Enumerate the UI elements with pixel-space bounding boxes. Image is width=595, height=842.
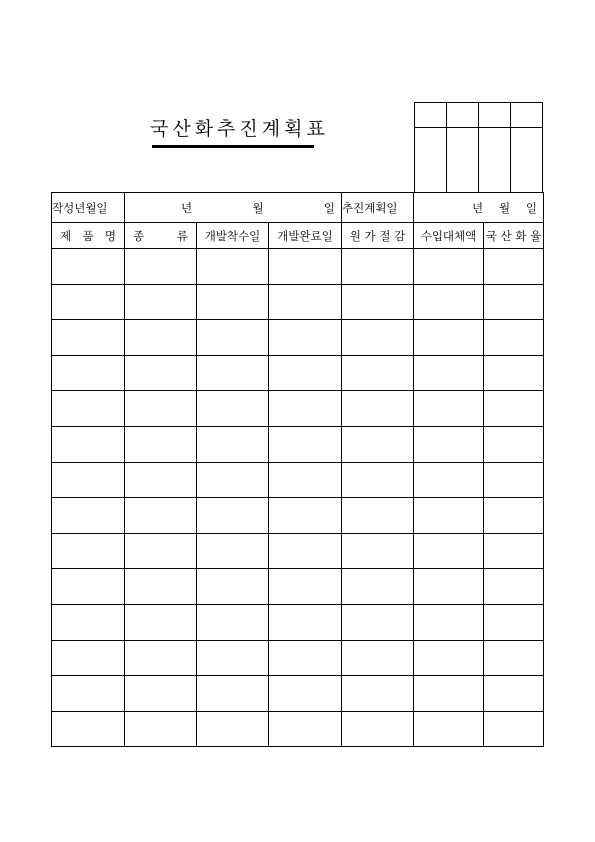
table-cell[interactable] — [269, 711, 342, 747]
table-cell[interactable] — [269, 391, 342, 427]
table-cell[interactable] — [414, 284, 484, 320]
info-row — [52, 193, 544, 223]
table-row — [52, 569, 544, 605]
table-row — [52, 640, 544, 676]
table-cell[interactable] — [484, 533, 544, 569]
table-cell[interactable] — [52, 249, 125, 285]
table-cell[interactable] — [197, 498, 269, 534]
table-cell[interactable] — [52, 284, 125, 320]
table-row — [52, 711, 544, 747]
table-cell[interactable] — [414, 249, 484, 285]
table-cell[interactable] — [342, 533, 414, 569]
approval-header-cell[interactable] — [447, 103, 479, 128]
table-cell[interactable] — [197, 320, 269, 356]
table-cell[interactable] — [414, 533, 484, 569]
table-cell[interactable] — [484, 462, 544, 498]
table-cell[interactable] — [342, 676, 414, 712]
table-cell[interactable] — [197, 711, 269, 747]
approval-box — [414, 102, 543, 193]
table-cell[interactable] — [342, 640, 414, 676]
table-cell[interactable] — [269, 284, 342, 320]
table-cell[interactable] — [414, 426, 484, 462]
table-cell[interactable] — [197, 569, 269, 605]
table-row — [52, 604, 544, 640]
table-cell[interactable] — [269, 569, 342, 605]
table-cell[interactable] — [52, 711, 125, 747]
table-cell[interactable] — [484, 249, 544, 285]
table-row — [52, 249, 544, 285]
table-row — [52, 498, 544, 534]
table-cell[interactable] — [269, 640, 342, 676]
table-row — [52, 320, 544, 356]
table-cell[interactable] — [197, 604, 269, 640]
table-cell[interactable] — [197, 355, 269, 391]
table-cell[interactable] — [197, 391, 269, 427]
plan-date-label: 추진계획일 — [342, 193, 414, 223]
table-cell[interactable] — [342, 284, 414, 320]
month-unit: 월 — [252, 200, 264, 215]
month-unit: 월 — [498, 200, 511, 215]
approval-sign-cell[interactable] — [415, 128, 447, 193]
col-header-localization-rate: 국 산 화 율 — [484, 223, 544, 249]
table-cell[interactable] — [52, 426, 125, 462]
col-header-product-name: 제 품 명 — [52, 223, 125, 249]
table-cell[interactable] — [484, 426, 544, 462]
table-cell[interactable] — [269, 604, 342, 640]
table-cell[interactable] — [52, 533, 125, 569]
plan-date-field[interactable] — [414, 193, 544, 223]
table-cell[interactable] — [52, 676, 125, 712]
table-cell[interactable] — [269, 320, 342, 356]
day-unit: 일 — [525, 200, 538, 215]
approval-sign-cell[interactable] — [479, 128, 511, 193]
table-cell[interactable] — [269, 462, 342, 498]
table-cell[interactable] — [125, 604, 197, 640]
table-cell[interactable] — [414, 604, 484, 640]
table-cell[interactable] — [484, 498, 544, 534]
table-cell[interactable] — [484, 355, 544, 391]
table-cell[interactable] — [414, 462, 484, 498]
title-underline — [152, 145, 314, 148]
table-cell[interactable] — [125, 533, 197, 569]
table-cell[interactable] — [342, 498, 414, 534]
table-cell[interactable] — [197, 462, 269, 498]
table-cell[interactable] — [484, 640, 544, 676]
table-cell[interactable] — [269, 676, 342, 712]
table-cell[interactable] — [484, 569, 544, 605]
table-cell[interactable] — [52, 569, 125, 605]
table-cell[interactable] — [414, 640, 484, 676]
table-cell[interactable] — [414, 569, 484, 605]
table-cell[interactable] — [484, 391, 544, 427]
table-cell[interactable] — [125, 320, 197, 356]
table-row — [52, 355, 544, 391]
table-cell[interactable] — [52, 640, 125, 676]
approval-sign-cell[interactable] — [447, 128, 479, 193]
table-cell[interactable] — [197, 640, 269, 676]
year-unit: 년 — [472, 200, 484, 215]
table-cell[interactable] — [52, 355, 125, 391]
table-cell[interactable] — [414, 391, 484, 427]
table-cell[interactable] — [342, 462, 414, 498]
date-written-label: 작성년월일 — [52, 193, 125, 223]
table-cell[interactable] — [269, 533, 342, 569]
table-cell[interactable] — [414, 676, 484, 712]
table-cell[interactable] — [197, 249, 269, 285]
table-cell[interactable] — [125, 426, 197, 462]
col-header-type: 종 류 — [125, 223, 197, 249]
table-cell[interactable] — [414, 355, 484, 391]
table-cell[interactable] — [197, 676, 269, 712]
table-cell[interactable] — [414, 320, 484, 356]
approval-sign-cell[interactable] — [511, 128, 543, 193]
date-written-field[interactable] — [125, 193, 342, 223]
table-cell[interactable] — [197, 426, 269, 462]
plan-table — [51, 192, 544, 747]
table-cell[interactable] — [197, 284, 269, 320]
table-cell[interactable] — [125, 355, 197, 391]
table-cell[interactable] — [342, 426, 414, 462]
approval-header-cell[interactable] — [479, 103, 511, 128]
table-cell[interactable] — [125, 498, 197, 534]
table-cell[interactable] — [269, 249, 342, 285]
table-row — [52, 284, 544, 320]
col-header-dev-complete: 개발완료일 — [269, 223, 342, 249]
table-cell[interactable] — [342, 249, 414, 285]
year-unit: 년 — [181, 200, 193, 215]
table-row — [52, 533, 544, 569]
table-cell[interactable] — [342, 711, 414, 747]
table-row — [52, 391, 544, 427]
table-cell[interactable] — [484, 676, 544, 712]
table-cell[interactable] — [125, 391, 197, 427]
col-header-cost-reduction: 원 가 절 감 — [342, 223, 414, 249]
table-cell[interactable] — [414, 711, 484, 747]
table-cell[interactable] — [125, 711, 197, 747]
table-cell[interactable] — [52, 320, 125, 356]
table-cell[interactable] — [269, 426, 342, 462]
table-cell[interactable] — [125, 284, 197, 320]
table-cell[interactable] — [342, 355, 414, 391]
table-cell[interactable] — [269, 355, 342, 391]
day-unit: 일 — [323, 200, 335, 215]
approval-header-cell[interactable] — [511, 103, 543, 128]
table-row — [52, 426, 544, 462]
table-cell[interactable] — [484, 320, 544, 356]
table-cell[interactable] — [414, 498, 484, 534]
table-cell[interactable] — [52, 391, 125, 427]
table-cell[interactable] — [197, 533, 269, 569]
table-cell[interactable] — [484, 711, 544, 747]
table-row — [52, 676, 544, 712]
col-header-import-substitution: 수입대체액 — [414, 223, 484, 249]
document-title: 국산화추진계획표 — [150, 118, 329, 140]
col-header-dev-start: 개발착수일 — [197, 223, 269, 249]
table-cell[interactable] — [52, 498, 125, 534]
approval-header-cell[interactable] — [415, 103, 447, 128]
table-cell[interactable] — [52, 462, 125, 498]
table-row — [52, 462, 544, 498]
table-cell[interactable] — [342, 604, 414, 640]
table-cell[interactable] — [125, 249, 197, 285]
table-cell[interactable] — [52, 604, 125, 640]
table-cell[interactable] — [484, 604, 544, 640]
table-cell[interactable] — [125, 676, 197, 712]
table-cell[interactable] — [342, 391, 414, 427]
table-cell[interactable] — [342, 320, 414, 356]
table-cell[interactable] — [484, 284, 544, 320]
column-header-row — [52, 223, 544, 249]
table-cell[interactable] — [125, 640, 197, 676]
table-cell[interactable] — [342, 569, 414, 605]
table-cell[interactable] — [125, 462, 197, 498]
table-cell[interactable] — [125, 569, 197, 605]
table-cell[interactable] — [269, 498, 342, 534]
